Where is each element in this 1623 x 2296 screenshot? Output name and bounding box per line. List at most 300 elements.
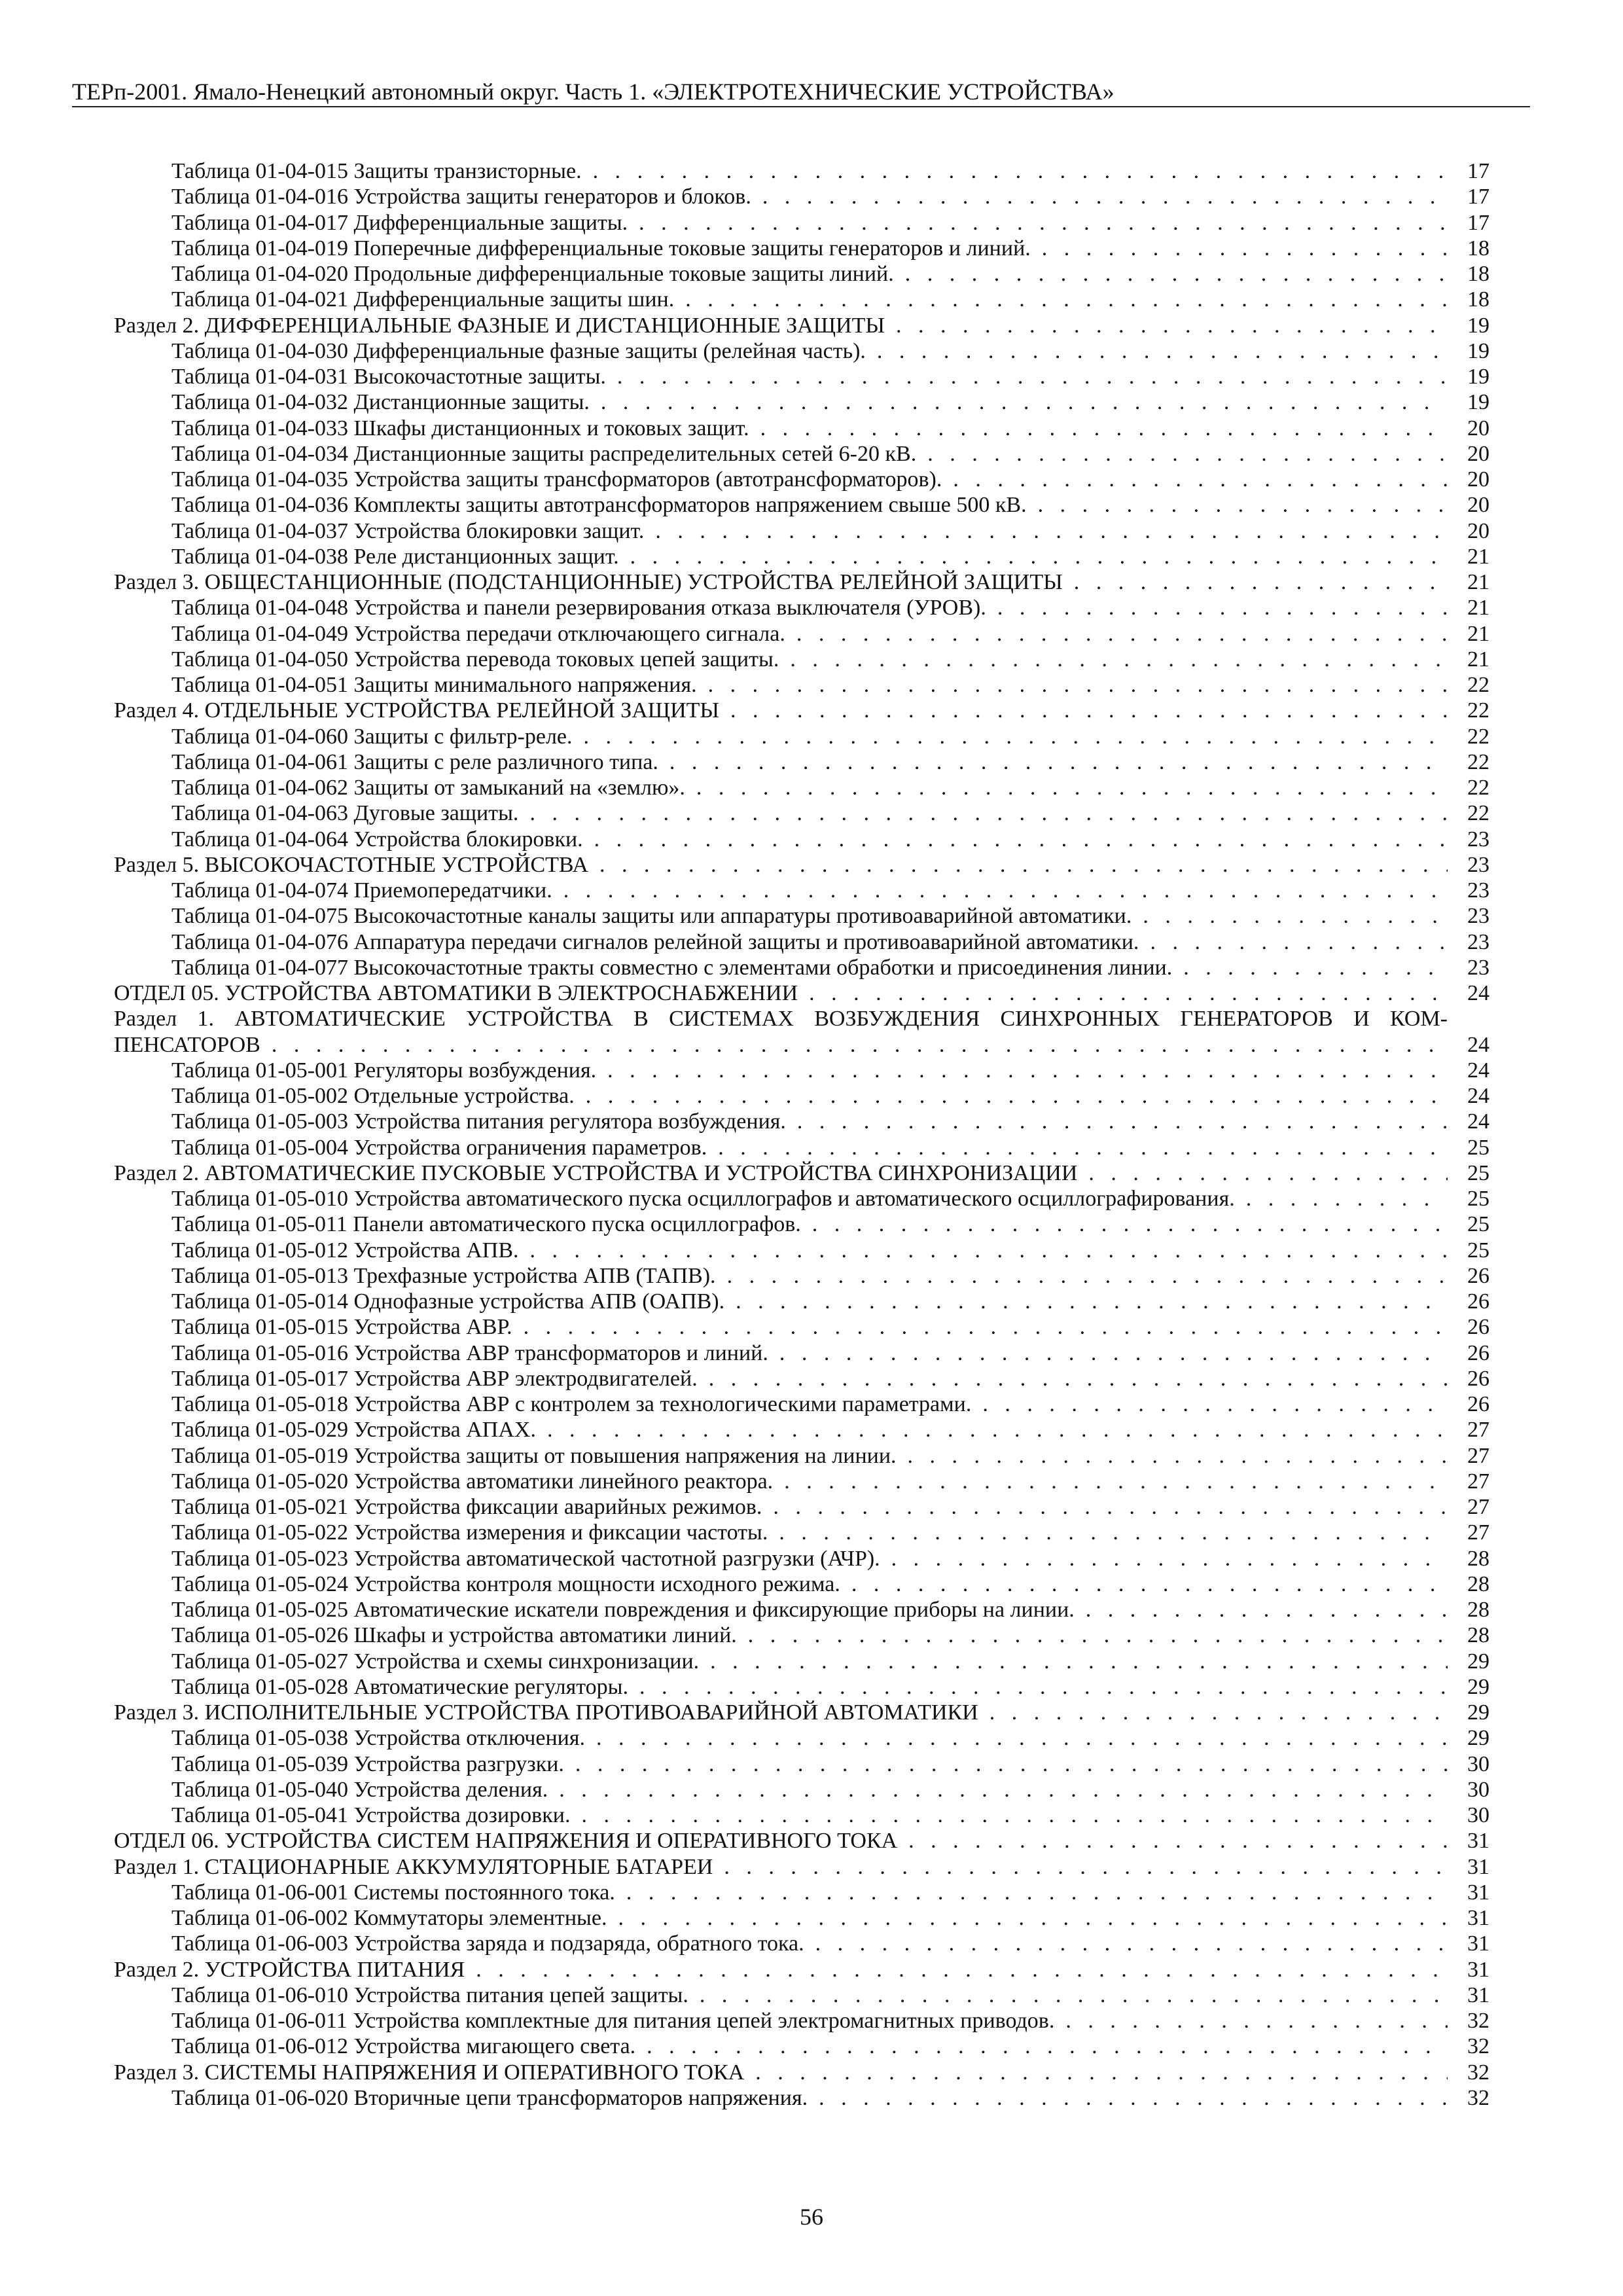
table-of-contents [114,158,1489,2111]
toc-entry-text: Таблица 01-05-022 Устройства измерения и фиксации частоты. [171,1520,768,1545]
toc-entry-page: 19 [1467,338,1489,363]
toc-table-entry[interactable] [114,492,1489,518]
toc-entry-label [171,416,1448,441]
toc-table-entry[interactable] [114,1417,1489,1443]
toc-entry-label [171,1083,1448,1109]
toc-table-entry[interactable] [114,827,1489,852]
toc-entry-label [171,1494,1448,1520]
header-divider [72,106,1530,107]
toc-entry-text: Таблица 01-04-050 Устройства перевода токовых цепей защиты. [171,647,779,672]
toc-table-entry[interactable] [114,878,1489,903]
toc-entry-text: Таблица 01-05-023 Устройства автоматической частотной разгрузки (АЧР). [171,1546,880,1571]
toc-entry-label [171,287,1448,312]
toc-entry-label [171,1880,1448,1905]
toc-entry-label [114,1828,1448,1854]
toc-entry-text: Раздел 3. ИСПОЛНИТЕЛЬНЫЕ УСТРОЙСТВА ПРОТИВОАВАРИЙНОЙ АВТОМАТИКИ [114,1700,978,1725]
toc-entry-text: Таблица 01-05-013 Трехфазные устройства АПВ (ТАПВ). [171,1263,716,1288]
toc-entry-page: 31 [1467,1854,1489,1879]
toc-entry-page: 22 [1467,698,1489,723]
toc-section-entry[interactable] [114,1006,1489,1058]
toc-entry-text: Таблица 01-05-028 Автоматические регуляторы. [171,1674,628,1699]
toc-entry-label [171,1674,1448,1700]
toc-table-entry[interactable] [114,1366,1489,1391]
toc-entry-text: Таблица 01-05-011 Панели автоматического пуска осциллографов. [171,1212,801,1237]
toc-entry-page: 21 [1467,544,1489,569]
toc-entry-page: 29 [1467,1649,1489,1674]
toc-table-entry[interactable] [114,1571,1489,1597]
toc-entry-page: 27 [1467,1418,1489,1443]
toc-table-entry[interactable] [114,544,1489,569]
toc-entry-label [171,955,1448,980]
toc-entry-text: Таблица 01-04-034 Дистанционные защиты распределительных сетей 6-20 кВ. [171,441,917,466]
toc-entry-label [171,441,1448,467]
toc-table-entry[interactable] [114,287,1489,312]
toc-entry-label [171,389,1448,415]
toc-section-entry[interactable] [114,1700,1489,1725]
toc-entry-label [171,1803,1448,1828]
toc-entry-page: 31 [1467,1931,1489,1956]
toc-entry-label [171,1366,1448,1391]
toc-entry-label [114,698,1448,723]
toc-entry-page: 23 [1467,955,1489,980]
toc-entry-text: Таблица 01-06-003 Устройства заряда и подзаряда, обратного тока. [171,1931,804,1956]
toc-entry-page: 17 [1467,185,1489,209]
toc-entry-page: 18 [1467,262,1489,286]
toc-entry-text: Таблица 01-04-061 Защиты с реле различного типа. [171,749,658,774]
toc-entry-label [171,2008,1448,2034]
toc-entry-text: Таблица 01-06-001 Системы постоянного тока. [171,1880,615,1905]
toc-entry-label [114,1854,1448,1880]
toc-table-entry[interactable] [114,1289,1489,1314]
toc-entry-label [171,2085,1448,2111]
toc-table-entry[interactable] [114,1546,1489,1571]
toc-section-entry[interactable] [114,852,1489,878]
toc-table-entry[interactable] [114,775,1489,800]
toc-entry-page: 27 [1467,1495,1489,1519]
toc-entry-text: Таблица 01-05-001 Регуляторы возбуждения. [171,1058,597,1083]
toc-entry-text: ПЕНСАТОРОВ [114,1032,260,1057]
toc-table-entry[interactable] [114,903,1489,929]
toc-entry-label [114,1160,1448,1186]
toc-entry-label [171,158,1448,184]
toc-entry-label [171,1905,1448,1931]
toc-table-entry[interactable] [114,1340,1489,1366]
toc-entry-label [114,1032,1448,1058]
toc-table-entry[interactable] [114,441,1489,467]
toc-table-entry[interactable] [114,724,1489,749]
toc-entry-text: Таблица 01-04-021 Дифференциальные защиты шин. [171,287,675,312]
toc-entry-text: Таблица 01-05-004 Устройства ограничения параметров. [171,1135,707,1160]
toc-entry-text: Таблица 01-05-039 Устройства разгрузки. [171,1751,564,1776]
toc-entry-label [171,827,1448,852]
toc-entry-label [171,467,1448,492]
toc-section-entry[interactable] [114,1828,1489,1854]
toc-entry-page: 29 [1467,1726,1489,1751]
toc-table-entry[interactable] [114,210,1489,236]
toc-entry-label [171,1263,1448,1289]
toc-entry-page: 28 [1467,1571,1489,1596]
toc-table-entry[interactable] [114,364,1489,389]
toc-entry-text: Таблица 01-06-012 Устройства мигающего света. [171,2034,636,2059]
toc-entry-page: 29 [1467,1674,1489,1699]
toc-entry-page: 19 [1467,390,1489,415]
toc-entry-label [171,184,1448,209]
toc-table-entry[interactable] [114,1623,1489,1648]
toc-entry-page: 19 [1467,313,1489,338]
toc-entry-text: Таблица 01-04-015 Защиты транзисторные. [171,159,582,183]
toc-table-entry[interactable] [114,1391,1489,1417]
toc-entry-label [171,724,1448,749]
toc-entry-page: 20 [1467,518,1489,543]
toc-entry-label [171,903,1448,929]
toc-table-entry[interactable] [114,261,1489,287]
toc-entry-label [171,1546,1448,1571]
toc-entry-page: 19 [1467,365,1489,389]
toc-entry-text: Таблица 01-04-063 Дуговые защиты. [171,801,519,826]
toc-table-entry[interactable] [114,672,1489,698]
toc-entry-page: 21 [1467,647,1489,672]
toc-entry-text: Таблица 01-05-003 Устройства питания регулятора возбуждения. [171,1109,786,1134]
toc-table-entry[interactable] [114,1058,1489,1083]
toc-entry-page: 23 [1467,827,1489,852]
toc-entry-page: 27 [1467,1520,1489,1545]
toc-entry-label [171,800,1448,826]
toc-entry-page: 17 [1467,210,1489,235]
toc-entry-page: 26 [1467,1366,1489,1391]
toc-entry-text: Таблица 01-05-019 Устройства защиты от повышения напряжения на линии. [171,1443,897,1468]
toc-table-entry[interactable] [114,955,1489,980]
toc-entry-text: Таблица 01-04-031 Высокочастотные защиты. [171,365,606,389]
toc-entry-page: 32 [1467,2060,1489,2085]
toc-entry-text: Таблица 01-04-051 Защиты минимального напряжения. [171,673,697,697]
toc-table-entry[interactable] [114,929,1489,955]
toc-entry-page: 17 [1467,159,1489,183]
toc-entry-page: 22 [1467,673,1489,697]
toc-entry-label [171,1623,1448,1648]
toc-entry-text: Таблица 01-05-017 Устройства АВР электродвигателей. [171,1366,698,1391]
toc-table-entry[interactable] [114,518,1489,544]
toc-entry-page: 24 [1467,981,1489,1005]
toc-entry-text: Таблица 01-04-030 Дифференциальные фазные защиты (релейная часть). [171,338,866,363]
toc-entry-page: 28 [1467,1623,1489,1648]
toc-entry-page: 20 [1467,416,1489,440]
toc-entry-label [171,1469,1448,1494]
toc-entry-text: Таблица 01-04-017 Дифференциальные защиты. [171,210,628,235]
toc-entry-label [171,1597,1448,1623]
toc-entry-label [171,1211,1448,1237]
toc-entry-page: 23 [1467,878,1489,903]
toc-entry-text: Таблица 01-04-076 Аппаратура передачи сигналов релейной защиты и противоаварийной автоматики. [171,929,1139,954]
toc-entry-page: 25 [1467,1212,1489,1237]
toc-table-entry[interactable] [114,1314,1489,1340]
toc-table-entry[interactable] [114,647,1489,672]
toc-table-entry[interactable] [114,621,1489,647]
toc-entry-label [171,364,1448,389]
toc-entry-text: Таблица 01-05-014 Однофазные устройства АПВ (ОАПВ). [171,1289,725,1314]
toc-entry-page: 29 [1467,1700,1489,1725]
toc-table-entry[interactable] [114,389,1489,415]
toc-entry-text: Таблица 01-05-015 Устройства АВР. [171,1315,512,1340]
toc-table-entry[interactable] [114,416,1489,441]
toc-entry-label [171,1649,1448,1674]
toc-section-entry[interactable] [114,569,1489,595]
toc-table-entry[interactable] [114,1725,1489,1751]
toc-entry-label [171,492,1448,518]
toc-entry-page: 32 [1467,2085,1489,2110]
toc-table-entry[interactable] [114,1109,1489,1134]
toc-table-entry[interactable] [114,1905,1489,1931]
toc-entry-page: 31 [1467,1957,1489,1982]
toc-entry-text: Таблица 01-04-060 Защиты с фильтр-реле. [171,724,573,749]
toc-section-entry[interactable] [114,1957,1489,1982]
toc-entry-page: 24 [1467,1084,1489,1108]
toc-entry-text: Таблица 01-04-037 Устройства блокировки защит. [171,518,645,543]
toc-table-entry[interactable] [114,1982,1489,2008]
toc-entry-label [114,1957,1448,1982]
toc-entry-text: Таблица 01-04-064 Устройства блокировки. [171,827,583,852]
toc-section-entry[interactable] [114,313,1489,338]
toc-entry-page: 24 [1467,1109,1489,1134]
toc-entry-label [114,2060,1448,2085]
toc-entry-label [171,1238,1448,1263]
page-header: ТЕРп-2001. Ямало-Ненецкий автономный округ. Часть 1. «ЭЛЕКТРОТЕХНИЧЕСКИЕ УСТРОЙСТВА» [72,79,1115,105]
toc-section-entry[interactable] [114,2060,1489,2085]
toc-entry-page: 23 [1467,852,1489,877]
toc-entry-text: Раздел 2. УСТРОЙСТВА ПИТАНИЯ [114,1957,465,1982]
toc-entry-label [171,1777,1448,1803]
toc-table-entry[interactable] [114,1520,1489,1545]
toc-entry-label [114,852,1448,878]
toc-entry-page: 23 [1467,904,1489,929]
toc-table-entry[interactable] [114,1083,1489,1109]
toc-entry-text: Раздел 1. СТАЦИОНАРНЫЕ АККУМУЛЯТОРНЫЕ БАТАРЕИ [114,1854,713,1879]
toc-entry-page: 25 [1467,1238,1489,1263]
toc-table-entry[interactable] [114,1597,1489,1623]
toc-entry-page: 30 [1467,1803,1489,1827]
toc-entry-text: Таблица 01-04-032 Дистанционные защиты. [171,390,590,415]
toc-entry-label [171,1135,1448,1160]
toc-entry-label [171,544,1448,569]
toc-table-entry[interactable] [114,1649,1489,1674]
toc-entry-page: 20 [1467,467,1489,492]
toc-entry-label [171,878,1448,903]
toc-section-entry[interactable] [114,698,1489,723]
toc-entry-text: Таблица 01-05-038 Устройства отключения. [171,1726,585,1751]
toc-table-entry[interactable] [114,158,1489,184]
toc-entry-page: 26 [1467,1315,1489,1340]
toc-entry-page: 25 [1467,1187,1489,1211]
toc-section-entry[interactable] [114,1160,1489,1186]
toc-table-entry[interactable] [114,1931,1489,1956]
toc-entry-label [171,1571,1448,1597]
toc-entry-text: Таблица 01-05-041 Устройства дозировки. [171,1803,571,1827]
toc-entry-page: 32 [1467,2009,1489,2033]
toc-entry-text: Таблица 01-06-011 Устройства комплектные для питания цепей электромагнитных приводов. [171,2009,1055,2033]
toc-entry-page: 26 [1467,1289,1489,1314]
toc-entry-page: 31 [1467,1880,1489,1905]
toc-table-entry[interactable] [114,800,1489,826]
toc-entry-page: 25 [1467,1160,1489,1185]
toc-entry-label [171,1340,1448,1366]
toc-entry-text: Таблица 01-05-029 Устройства АПАХ. [171,1418,536,1443]
toc-entry-label [171,210,1448,236]
toc-table-entry[interactable] [114,1751,1489,1777]
toc-entry-label [171,647,1448,672]
toc-entry-page: 21 [1467,596,1489,620]
toc-entry-text: Таблица 01-04-019 Поперечные дифференциальные токовые защиты генераторов и линий. [171,236,1031,260]
toc-entry-label [171,261,1448,287]
toc-entry-text: Таблица 01-05-024 Устройства контроля мощности исходного режима. [171,1571,840,1596]
toc-entry-page: 22 [1467,776,1489,800]
toc-table-entry[interactable] [114,1443,1489,1469]
toc-entry-label [171,1289,1448,1314]
toc-entry-label [171,749,1448,775]
toc-entry-page: 26 [1467,1263,1489,1288]
toc-entry-text: Таблица 01-04-033 Шкафы дистанционных и токовых защит. [171,416,749,440]
toc-table-entry[interactable] [114,1777,1489,1803]
toc-entry-text: Таблица 01-05-020 Устройства автоматики линейного реактора. [171,1469,774,1494]
toc-table-entry[interactable] [114,1186,1489,1211]
toc-entry-text: Раздел 3. СИСТЕМЫ НАПРЯЖЕНИЯ И ОПЕРАТИВНОГО ТОКА [114,2060,745,2085]
toc-entry-label [114,569,1448,595]
toc-entry-text: Таблица 01-04-035 Устройства защиты трансформаторов (автотрансформаторов). [171,467,942,492]
toc-entry-page: 22 [1467,749,1489,774]
toc-table-entry[interactable] [114,467,1489,492]
toc-entry-text: Таблица 01-04-020 Продольные дифференциальные токовые защиты линий. [171,262,894,286]
toc-table-entry[interactable] [114,2008,1489,2034]
toc-entry-label [171,1751,1448,1777]
toc-entry-label-line1: Раздел 1. АВТОМАТИЧЕСКИЕ УСТРОЙСТВА В СИСТЕМАХ ВОЗБУЖДЕНИЯ СИНХРОННЫХ ГЕНЕРАТОРОВ И КОМ- [114,1007,1448,1031]
toc-entry-text: Таблица 01-05-021 Устройства фиксации аварийных режимов. [171,1495,762,1519]
toc-entry-text: Раздел 4. ОТДЕЛЬНЫЕ УСТРОЙСТВА РЕЛЕЙНОЙ ЗАЩИТЫ [114,698,720,723]
toc-table-entry[interactable] [114,1880,1489,1905]
toc-entry-text: Таблица 01-04-048 Устройства и панели резервирования отказа выключателя (УРОВ). [171,596,986,620]
toc-table-entry[interactable] [114,2085,1489,2111]
toc-entry-label [171,2034,1448,2059]
toc-entry-text: Таблица 01-05-016 Устройства АВР трансформаторов и линий. [171,1340,768,1365]
toc-entry-label [114,1700,1448,1725]
toc-entry-page: 26 [1467,1392,1489,1416]
toc-entry-text: Раздел 3. ОБЩЕСТАНЦИОННЫЕ (ПОДСТАНЦИОННЫЕ) УСТРОЙСТВА РЕЛЕЙНОЙ ЗАЩИТЫ [114,570,1063,594]
toc-entry-text: ОТДЕЛ 06. УСТРОЙСТВА СИСТЕМ НАПРЯЖЕНИЯ И ОПЕРАТИВНОГО ТОКА [114,1829,898,1854]
toc-entry-label [171,1931,1448,1956]
toc-entry-text: Раздел 5. ВЫСОКОЧАСТОТНЫЕ УСТРОЙСТВА [114,852,589,877]
toc-table-entry[interactable] [114,1803,1489,1828]
toc-entry-page: 21 [1467,621,1489,646]
toc-entry-page: 25 [1467,1135,1489,1160]
toc-entry-page: 32 [1467,2034,1489,2059]
toc-entry-page: 22 [1467,801,1489,826]
toc-entry-text: Таблица 01-05-040 Устройства деления. [171,1777,548,1802]
toc-entry-text: Таблица 01-04-049 Устройства передачи отключающего сигнала. [171,621,785,646]
toc-entry-text: Таблица 01-05-018 Устройства АВР с контролем за технологическими параметрами. [171,1392,972,1416]
toc-section-entry[interactable] [114,1854,1489,1880]
toc-table-entry[interactable] [114,236,1489,261]
toc-entry-label [171,775,1448,800]
toc-table-entry[interactable] [114,338,1489,364]
toc-entry-text: Таблица 01-06-002 Коммутаторы элементные. [171,1906,607,1930]
toc-entry-page: 21 [1467,570,1489,594]
toc-entry-page: 24 [1467,1032,1489,1057]
toc-entry-text: Таблица 01-06-010 Устройства питания цепей защиты. [171,1982,688,2007]
toc-entry-page: 23 [1467,929,1489,954]
toc-entry-label [171,1186,1448,1211]
toc-entry-label [171,236,1448,261]
toc-table-entry[interactable] [114,1135,1489,1160]
toc-entry-text: Таблица 01-05-002 Отдельные устройства. [171,1084,575,1108]
toc-entry-text: Таблица 01-04-074 Приемопередатчики. [171,878,552,903]
toc-entry-text: Таблица 01-04-075 Высокочастотные каналы защиты или аппаратуры противоаварийной автоматики. [171,904,1132,929]
toc-table-entry[interactable] [114,1211,1489,1237]
toc-entry-text: Таблица 01-05-010 Устройства автоматического пуска осциллографов и автоматического осциллографирования. [171,1187,1235,1211]
toc-entry-page: 31 [1467,1906,1489,1930]
toc-section-entry[interactable] [114,980,1489,1006]
toc-entry-page: 31 [1467,1982,1489,2007]
toc-entry-page: 18 [1467,287,1489,312]
toc-entry-page: 20 [1467,493,1489,518]
toc-entry-page: 26 [1467,1340,1489,1365]
toc-entry-text: Таблица 01-05-012 Устройства АПВ. [171,1238,519,1263]
toc-entry-label [171,1391,1448,1417]
toc-table-entry[interactable] [114,1469,1489,1494]
toc-entry-label [114,313,1448,338]
page-number: 56 [800,2204,823,2230]
toc-entry-label [171,1109,1448,1134]
toc-entry-text: Таблица 01-06-020 Вторичные цепи трансформаторов напряжения. [171,2085,808,2110]
toc-entry-page: 18 [1467,236,1489,260]
toc-entry-page: 24 [1467,1058,1489,1083]
toc-entry-label [171,518,1448,544]
toc-entry-text: ОТДЕЛ 05. УСТРОЙСТВА АВТОМАТИКИ В ЭЛЕКТРОСНАБЖЕНИИ [114,981,798,1005]
toc-entry-page: 28 [1467,1546,1489,1571]
toc-entry-label [171,621,1448,647]
toc-table-entry[interactable] [114,184,1489,209]
toc-entry-label [171,1058,1448,1083]
toc-entry-text: Таблица 01-05-025 Автоматические искатели повреждения и фиксирующие приборы на линии. [171,1598,1075,1622]
toc-entry-page: 30 [1467,1777,1489,1802]
toc-entry-page: 22 [1467,724,1489,749]
toc-entry-page: 28 [1467,1598,1489,1622]
toc-entry-label [171,1417,1448,1443]
toc-entry-text: Таблица 01-05-027 Устройства и схемы синхронизации. [171,1649,700,1674]
toc-entry-page: 27 [1467,1469,1489,1494]
toc-table-entry[interactable] [114,1263,1489,1289]
toc-table-entry[interactable] [114,1238,1489,1263]
toc-entry-text: Раздел 2. ДИФФЕРЕНЦИАЛЬНЫЕ ФАЗНЫЕ И ДИСТАНЦИОННЫЕ ЗАЩИТЫ [114,313,885,338]
toc-entry-text: Таблица 01-04-077 Высокочастотные тракты совместно с элементами обработки и присоединения линии. [171,955,1173,980]
toc-entry-text: Таблица 01-04-062 Защиты от замыканий на «землю». [171,776,685,800]
toc-table-entry[interactable] [114,595,1489,620]
toc-entry-label [171,672,1448,698]
toc-entry-page: 31 [1467,1829,1489,1854]
toc-entry-text: Таблица 01-04-016 Устройства защиты генераторов и блоков. [171,185,751,209]
toc-entry-page: 27 [1467,1443,1489,1468]
toc-table-entry[interactable] [114,1494,1489,1520]
toc-entry-text: Раздел 2. АВТОМАТИЧЕСКИЕ ПУСКОВЫЕ УСТРОЙСТВА И УСТРОЙСТВА СИНХРОНИЗАЦИИ [114,1160,1078,1185]
toc-entry-label [171,1982,1448,2008]
toc-entry-label [171,595,1448,620]
toc-entry-label [171,929,1448,955]
toc-entry-label [171,1443,1448,1469]
toc-entry-label [171,338,1448,364]
toc-table-entry[interactable] [114,1674,1489,1700]
toc-entry-label [114,980,1448,1006]
toc-entry-label [171,1725,1448,1751]
toc-entry-text: Таблица 01-05-026 Шкафы и устройства автоматики линий. [171,1623,737,1648]
toc-entry-text: Таблица 01-04-038 Реле дистанционных защит. [171,544,619,569]
toc-table-entry[interactable] [114,2034,1489,2059]
toc-table-entry[interactable] [114,749,1489,775]
